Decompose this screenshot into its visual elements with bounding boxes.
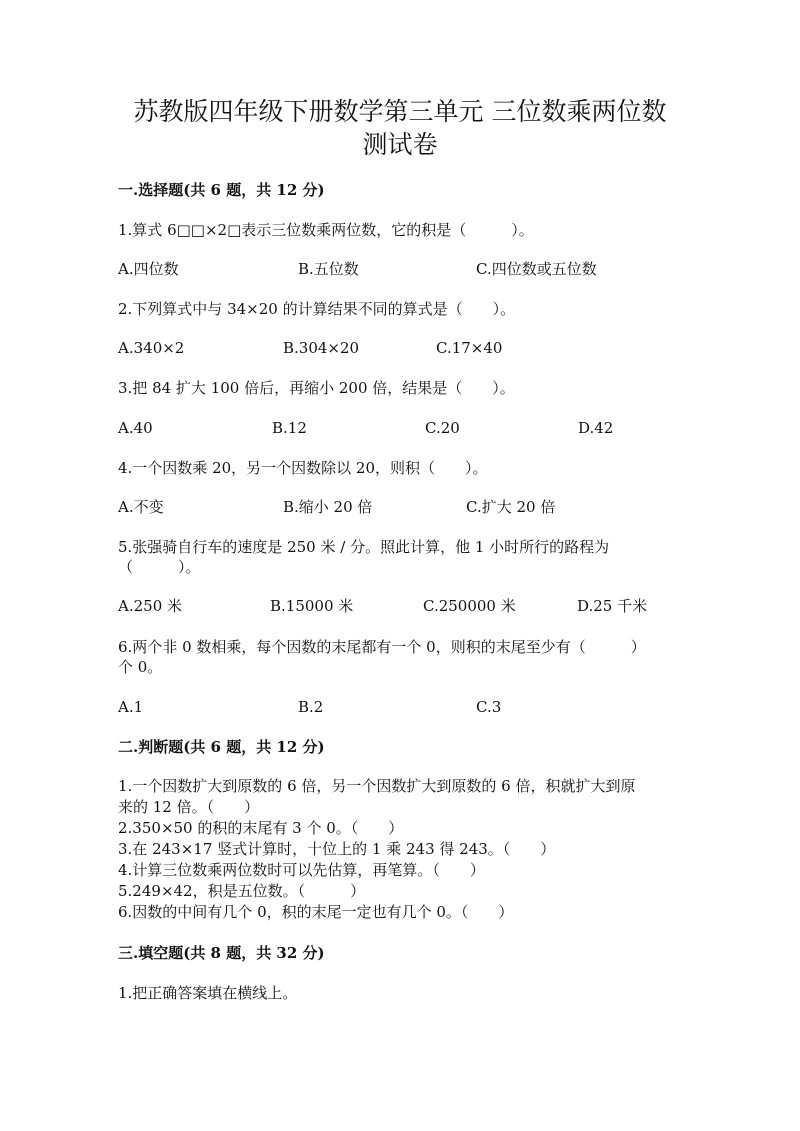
option-b: B.304×20 bbox=[283, 339, 360, 357]
option-c: C.20 bbox=[425, 419, 460, 437]
option-b: B.五位数 bbox=[298, 260, 359, 278]
option-a: A.四位数 bbox=[118, 260, 179, 278]
question-stem: 1.把正确答案填在横线上。 bbox=[118, 984, 298, 1002]
option-d: D.42 bbox=[578, 419, 614, 437]
option-a: A.340×2 bbox=[118, 339, 185, 357]
option-b: B.12 bbox=[272, 419, 307, 437]
question-stem: 2.下列算式中与 34×20 的计算结果不同的算式是（ ）。 bbox=[118, 300, 516, 318]
option-b: B.15000 米 bbox=[270, 597, 354, 615]
question-stem: 6.两个非 0 数相乘，每个因数的末尾都有一个 0，则积的末尾至少有（ ） bbox=[118, 638, 646, 656]
option-b: B.2 bbox=[298, 698, 324, 716]
section-heading-choice: 一.选择题(共 6 题，共 12 分) bbox=[118, 181, 325, 199]
question-stem: 3.把 84 扩大 100 倍后，再缩小 200 倍，结果是（ ）。 bbox=[118, 379, 515, 397]
statement-line: 1.一个因数扩大到原数的 6 倍，另一个因数扩大到原数的 6 倍，积就扩大到原 bbox=[118, 777, 636, 795]
page-title-line2: 测试卷 bbox=[362, 130, 438, 159]
statement-line: 来的 12 倍。（ ） bbox=[118, 798, 260, 816]
question-stem: 4.一个因数乘 20，另一个因数除以 20，则积（ ）。 bbox=[118, 459, 488, 477]
statement-line: 4.计算三位数乘两位数时可以先估算，再笔算。（ ） bbox=[118, 861, 485, 879]
option-d: D.25 千米 bbox=[577, 597, 648, 615]
page-title: 苏教版四年级下册数学第三单元 三位数乘两位数 bbox=[133, 97, 667, 126]
question-stem: 5.张强骑自行车的速度是 250 米 / 分。照此计算，他 1 小时所行的路程为 bbox=[118, 538, 610, 556]
option-b: B.缩小 20 倍 bbox=[283, 498, 373, 516]
option-a: A.250 米 bbox=[118, 597, 182, 615]
question-stem: 1.算式 6□□×2□表示三位数乘两位数，它的积是（ ）。 bbox=[118, 221, 534, 239]
statement-line: 6.因数的中间有几个 0，积的末尾一定也有几个 0。（ ） bbox=[118, 903, 514, 921]
statement-line: 2.350×50 的积的末尾有 3 个 0。（ ） bbox=[118, 819, 404, 837]
option-c: C.250000 米 bbox=[423, 597, 516, 615]
option-c: C.四位数或五位数 bbox=[476, 260, 597, 278]
option-a: A.不变 bbox=[118, 498, 164, 516]
question-stem-cont: （ ）。 bbox=[118, 558, 201, 576]
option-c: C.3 bbox=[476, 698, 502, 716]
section-heading-judge: 二.判断题(共 6 题，共 12 分) bbox=[118, 738, 325, 756]
option-c: C.17×40 bbox=[436, 339, 503, 357]
option-a: A.1 bbox=[118, 698, 144, 716]
option-c: C.扩大 20 倍 bbox=[466, 498, 556, 516]
question-stem-cont: 个 0。 bbox=[118, 658, 163, 676]
statement-line: 5.249×42，积是五位数。（ ） bbox=[118, 882, 366, 900]
statement-line: 3.在 243×17 竖式计算时，十位上的 1 乘 243 得 243。（ ） bbox=[118, 840, 556, 858]
section-heading-fill: 三.填空题(共 8 题，共 32 分) bbox=[118, 944, 325, 962]
option-a: A.40 bbox=[118, 419, 153, 437]
